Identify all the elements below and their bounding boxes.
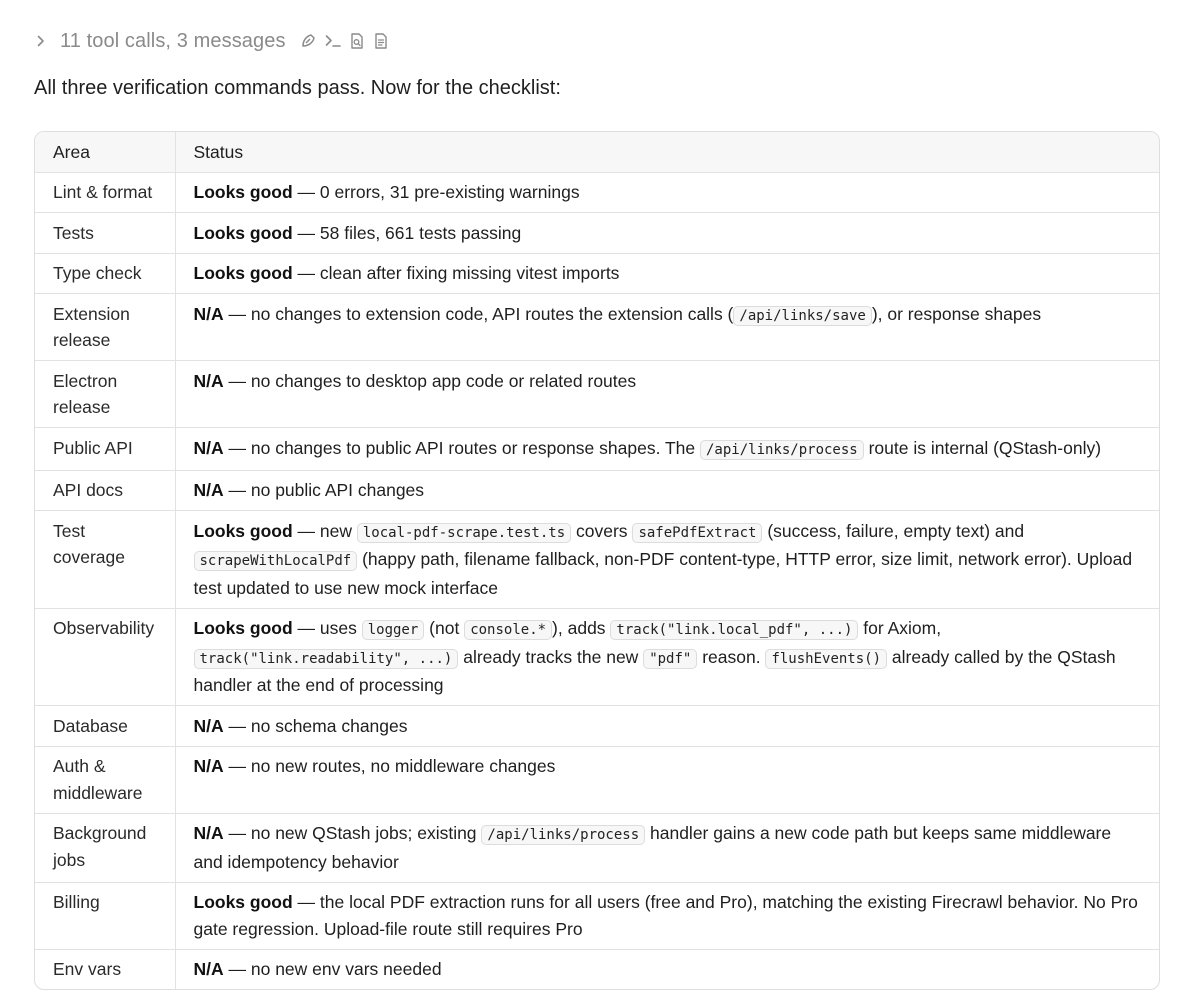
table-row <box>35 213 1159 254</box>
status-text: — the local PDF extraction runs for all users (free and Pro), matching the existing Firecrawl behavior. No Pro gate regression. Upload-file route still requires Pro <box>193 892 1138 939</box>
terminal-icon <box>324 32 342 50</box>
status-text: — no changes to extension code, API routes the extension calls ( <box>223 303 734 324</box>
status-text: ), adds <box>552 618 611 638</box>
inline-code: flushEvents() <box>765 649 887 669</box>
table-row <box>35 608 1159 706</box>
status-verdict: Looks good <box>193 182 293 202</box>
inline-code: local-pdf-scrape.test.ts <box>357 523 571 543</box>
header-status: Status <box>175 132 1159 172</box>
inline-code: track("link.readability", ...) <box>194 649 459 669</box>
status-text: for Axiom, <box>858 618 942 638</box>
edit-icon <box>300 32 318 50</box>
status-cell <box>175 511 1159 609</box>
table-row <box>35 294 1159 361</box>
status-verdict: N/A <box>193 959 224 979</box>
header-area: Area <box>35 132 175 172</box>
status-text: (success, failure, empty text) and <box>762 520 1025 541</box>
inline-code: /api/links/save <box>733 306 871 326</box>
status-verdict: Looks good <box>193 618 293 638</box>
status-cell <box>175 428 1159 471</box>
status-text: — no changes to public API routes or response shapes. The <box>223 437 700 458</box>
status-cell <box>175 706 1159 747</box>
area-cell: Electron release <box>35 361 175 428</box>
inline-code: logger <box>362 620 425 640</box>
status-cell <box>175 470 1159 511</box>
status-text: (not <box>424 618 465 638</box>
status-verdict: Looks good <box>193 520 293 541</box>
tool-calls-summary-text: 11 tool calls, 3 messages <box>60 29 286 52</box>
status-text: handler gains a new code path but keeps same middleware and idempotency behavior <box>193 823 1112 872</box>
status-verdict: Looks good <box>193 892 293 912</box>
status-text: route is internal (QStash-only) <box>863 437 1102 458</box>
checklist-table <box>34 131 1160 990</box>
area-cell: Auth & middleware <box>35 746 175 813</box>
status-text: already tracks the new <box>458 646 644 667</box>
status-cell <box>175 949 1159 989</box>
status-verdict: N/A <box>193 715 224 736</box>
area-cell: Observability <box>35 608 175 706</box>
status-verdict: N/A <box>193 823 224 843</box>
table-row <box>35 706 1159 747</box>
status-text: — no new routes, no middleware changes <box>223 756 556 776</box>
status-verdict: Looks good <box>193 222 293 243</box>
status-cell <box>175 294 1159 361</box>
table-row <box>35 511 1159 609</box>
inline-code: safePdfExtract <box>632 523 762 543</box>
inline-code: console.* <box>464 620 552 640</box>
status-text: — no public API changes <box>223 480 425 500</box>
inline-code: /api/links/process <box>481 825 645 845</box>
status-cell <box>175 882 1159 949</box>
status-text: reason. <box>697 646 766 667</box>
status-text: (happy path, filename fallback, non-PDF content-type, HTTP error, size limit, network error). Upload test updated to use new mock interface <box>193 549 1133 598</box>
status-cell <box>175 213 1159 254</box>
status-cell <box>175 813 1159 882</box>
status-text: — 0 errors, 31 pre-existing warnings <box>292 182 580 202</box>
area-cell: Extension release <box>35 294 175 361</box>
table-header-row <box>35 132 1159 172</box>
area-cell: Background jobs <box>35 813 175 882</box>
table-row <box>35 882 1159 949</box>
area-cell: Type check <box>35 253 175 294</box>
status-verdict: N/A <box>193 303 224 324</box>
status-text: — new <box>292 520 357 541</box>
status-text: — 58 files, 661 tests passing <box>292 222 522 243</box>
status-text: — uses <box>292 618 362 638</box>
file-search-icon <box>348 32 366 50</box>
area-cell: Env vars <box>35 949 175 989</box>
table-row <box>35 746 1159 813</box>
area-cell: API docs <box>35 470 175 511</box>
chevron-right-icon[interactable] <box>34 34 48 48</box>
status-text: — no new QStash jobs; existing <box>223 823 482 843</box>
area-cell: Test coverage <box>35 511 175 609</box>
document-icon <box>372 32 390 50</box>
status-verdict: N/A <box>193 756 224 776</box>
table-row <box>35 172 1159 213</box>
table-row <box>35 428 1159 471</box>
area-cell: Database <box>35 706 175 747</box>
inline-code: scrapeWithLocalPdf <box>194 551 358 571</box>
status-cell <box>175 253 1159 294</box>
status-text: — no schema changes <box>223 715 408 736</box>
area-cell: Billing <box>35 882 175 949</box>
status-text: already called by the QStash handler at the end of processing <box>193 646 1116 695</box>
area-cell: Lint & format <box>35 172 175 213</box>
tool-calls-summary[interactable] <box>34 26 396 56</box>
status-verdict: N/A <box>193 370 224 391</box>
table-row <box>35 253 1159 294</box>
inline-code: track("link.local_pdf", ...) <box>610 620 858 640</box>
status-text: — no changes to desktop app code or related routes <box>223 370 637 391</box>
status-verdict: N/A <box>193 437 224 458</box>
status-cell <box>175 361 1159 428</box>
status-cell <box>175 172 1159 213</box>
status-text: — no new env vars needed <box>223 959 442 979</box>
status-verdict: N/A <box>193 480 224 500</box>
table-row <box>35 813 1159 882</box>
status-text: — clean after fixing missing vitest imports <box>292 263 620 283</box>
status-text: ), or response shapes <box>871 303 1042 324</box>
table-row <box>35 470 1159 511</box>
status-text: covers <box>571 520 633 541</box>
status-cell <box>175 608 1159 706</box>
inline-code: "pdf" <box>643 649 697 669</box>
inline-code: /api/links/process <box>700 440 864 460</box>
status-cell <box>175 746 1159 813</box>
table-row <box>35 361 1159 428</box>
area-cell: Public API <box>35 428 175 471</box>
table-row <box>35 949 1159 989</box>
status-verdict: Looks good <box>193 263 293 283</box>
intro-text: All three verification commands pass. Now for the checklist: <box>34 77 561 99</box>
area-cell: Tests <box>35 213 175 254</box>
